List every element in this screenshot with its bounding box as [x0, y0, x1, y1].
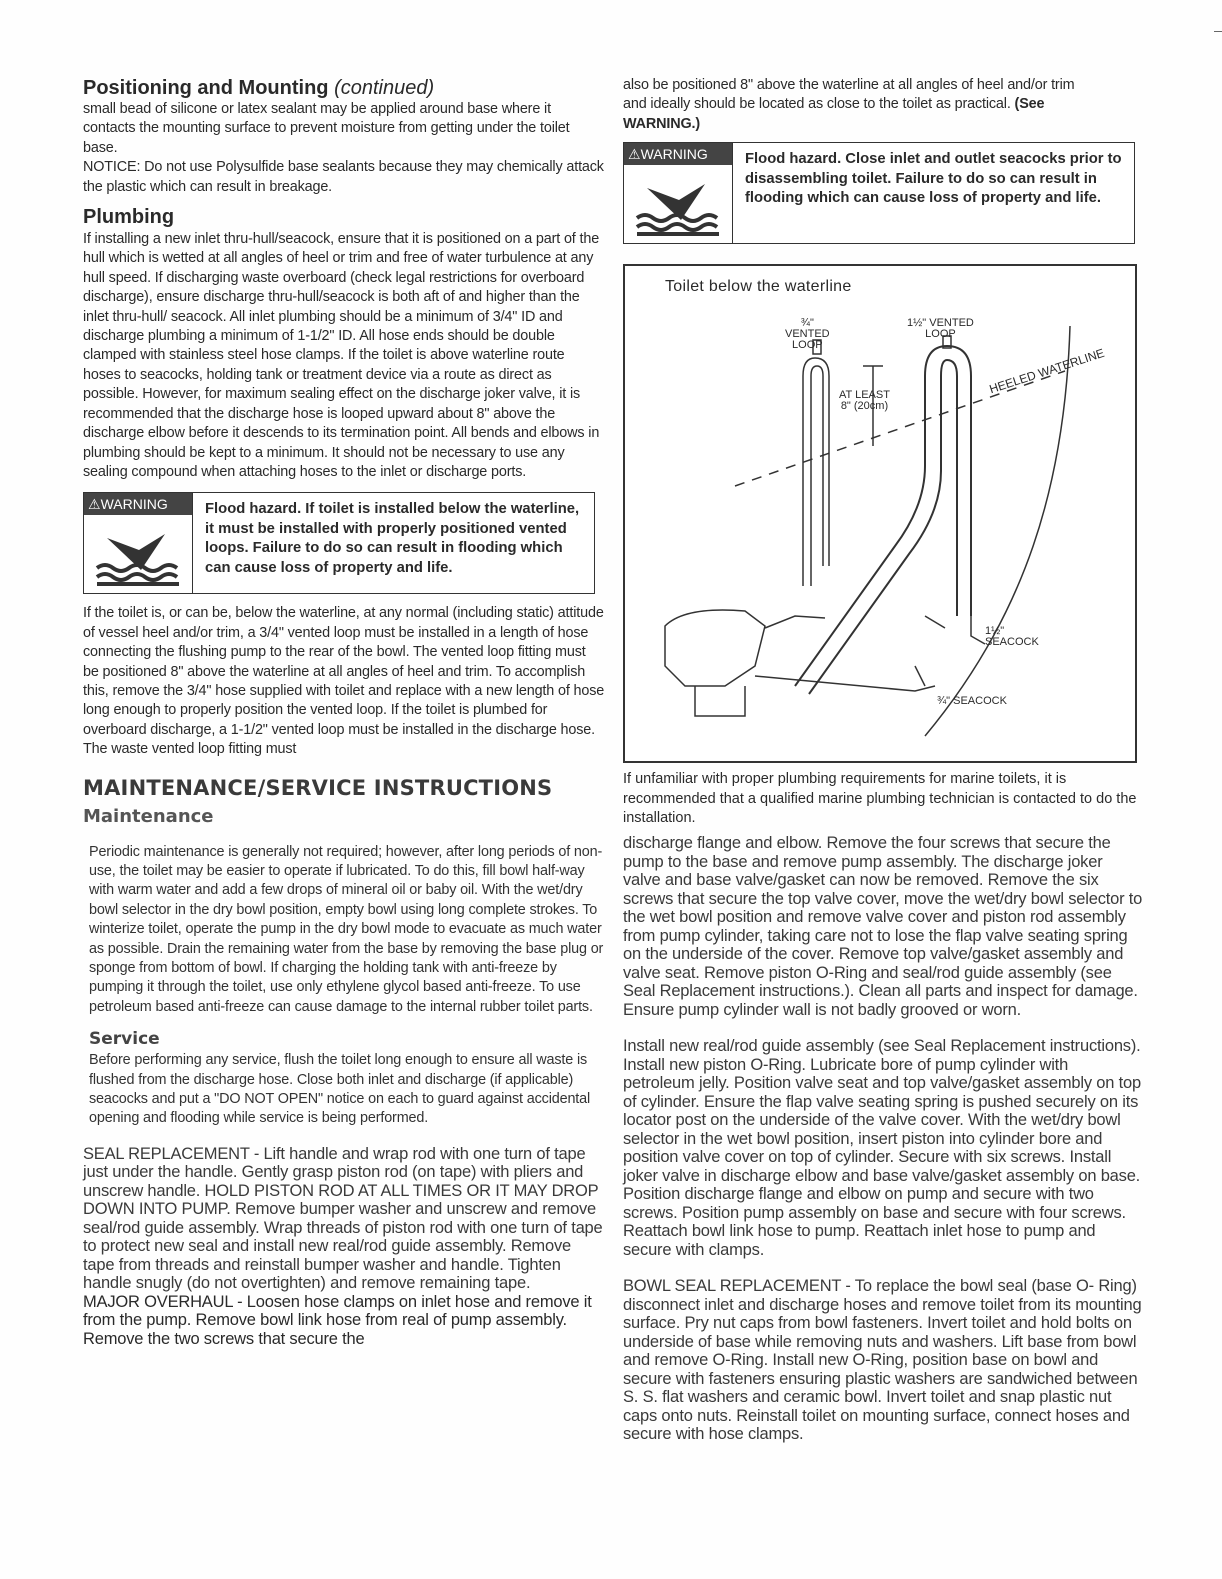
warning-message: Flood hazard. If toilet is installed below the waterline, it must be installed with properly positioned vented loops. Failure to do so can result in flooding which can cause loss of property and life.: [205, 501, 580, 576]
warning-box-seacocks: [623, 142, 1135, 244]
maintenance-subheading: Maintenance: [83, 805, 214, 827]
vented-loop-continued-paragraph: [623, 76, 1093, 134]
large-seacock-size: 1½": [985, 625, 1005, 638]
small-loop-vented: VENTED: [785, 328, 830, 341]
major-overhaul-paragraph: MAJOR OVERHAUL - Loosen hose clamps on inlet hose and remove it from the pump. Remove bowl link hose from real of pump assembly. Remove the two screws that secure the: [83, 1292, 592, 1348]
notice-paragraph: NOTICE: Do not use Polysulfide base sealants because they may chemically attack the plastic which can result in breakage.: [83, 159, 604, 195]
maintenance-paragraph: Periodic maintenance is generally not required; however, after long periods of non-use, the toilet may be easier to operate if lubricated. To do this, fill bowl half-way with warm water and add a few drops of mineral oil or baby oil. With the wet/dry bowl selector in the dry bowl position, empty bowl using long complete strokes. To winterize toilet, operate the pump in the dry bowl mode to evacuate as much water as possible. Drain the remaining water from the base by removing the base plug or sponge from bottom of bowl. If charging the holding tank with anti-freeze by pumping it through the toilet, use only ethylene glycol based anti-freeze. To use petroleum based anti-freeze can cause damage to the internal rubber toilet parts.: [89, 843, 604, 1015]
right-column: [623, 76, 1143, 1444]
small-loop-word: LOOP: [792, 339, 823, 352]
small-loop-size: ¾": [800, 317, 814, 330]
heeled-waterline-label: HEELED WATERLINE: [987, 346, 1107, 397]
warning-symbol-panel: [84, 493, 193, 593]
warning-triangle-icon: ⚠: [628, 146, 641, 163]
warning-symbol-panel: [624, 143, 733, 243]
positioning-heading-suffix: (continued): [334, 77, 435, 99]
large-loop-label: [907, 318, 974, 340]
service-paragraph: Before performing any service, flush the toilet long enough to ensure all waste is flushed from the discharge hose. Close both inlet and discharge (if applicable) seacocks and put a "DO NOT OPEN" notice on each to guard against accidental opening and flooding while service is being performed.: [89, 1052, 591, 1127]
at-least-measure: 8" (20cm): [840, 400, 889, 413]
warning-tag: [624, 143, 732, 165]
plumbing-heading: Plumbing: [83, 206, 175, 229]
small-loop-label: [785, 318, 830, 351]
vented-loop-continued-text: also be positioned 8" above the waterline at all angles of heel and/or trim and ideally should be located as close to the toilet as practical.: [623, 77, 1075, 113]
see-warning-reference: (See WARNING.): [623, 96, 1045, 132]
positioning-heading-text: Positioning and Mounting: [83, 77, 329, 99]
seacock-handle-1: [925, 616, 945, 628]
large-seacock-word: SEACOCK: [985, 636, 1039, 649]
toilet-base: [695, 686, 745, 716]
service-subheading: Service: [89, 1029, 160, 1050]
plumbing-diagram: [625, 266, 1135, 761]
toilet-waterline-figure: [623, 264, 1137, 763]
small-vented-loop: [803, 358, 829, 586]
figure-caption: If unfamiliar with proper plumbing requirements for marine toilets, it is recommended that a qualified marine plumbing technician is contacted to do the installation.: [623, 771, 1137, 827]
discharge-flange-paragraph: discharge flange and elbow. Remove the four screws that secure the pump to the base and remove pump assembly. The discharge joker valve and base valve/gasket can now be removed. Remove the six screws that secure the top valve cover, move the wet/dry bowl selector to the wet bowl position and remove valve cover and piston rod assembly from pump cylinder, taking care not to lose the flap valve seating spring on the underside of the cover. Remove top valve/gasket assembly and valve seat. Remove piston O-Ring and seal/rod guide assembly (see Seal Replacement instructions.). Clean all parts and inspect for damage. Ensure pump cylinder wall is not badly grooved or worn.: [623, 834, 1143, 1019]
discharge-hose: [795, 376, 925, 686]
at-least-label: [839, 390, 890, 412]
warning-message: Flood hazard. Close inlet and outlet seacocks prior to disassembling toilet. Failure to do so can result in flooding which can cause loss of property and life.: [745, 151, 1122, 207]
warning-triangle-icon: ⚠: [88, 496, 101, 513]
small-seacock-label: ¾" SEACOCK: [937, 695, 1007, 708]
inlet-hose: [755, 676, 935, 691]
discharge-to-seacock: [971, 616, 985, 644]
large-vented-loop-inner: [941, 360, 957, 616]
small-vented-loop-inner: [811, 366, 823, 586]
seacock-handle-2: [915, 666, 925, 686]
page-corner-mark: [1214, 31, 1222, 32]
positioning-heading: [83, 76, 605, 100]
warning-tag-label: WARNING: [640, 146, 708, 163]
maintenance-service-heading: MAINTENANCE/SERVICE INSTRUCTIONS: [83, 775, 553, 800]
at-least-text: AT LEAST: [839, 389, 890, 402]
figure-title: Toilet below the waterline: [665, 278, 852, 296]
sinking-boat-icon: [84, 515, 192, 593]
left-column: [83, 76, 605, 1348]
install-paragraph: Install new real/rod guide assembly (see Seal Replacement instructions). Install new piston O-Ring. Lubricate bore of pump cylinder with petroleum jelly. Position valve seat and top valve/gasket assembly on top of cylinder. Ensure the flap valve seating spring is pushed securely on its locator post on the underside of the valve cover. With the wet/dry bowl selector in the wet bowl position, insert piston into cylinder bore and position valve cover on top of cylinder. Secure with six screws. Install joker valve in discharge elbow and base valve/gasket assembly on base. Position discharge flange and elbow on pump and secure with two screws. Position pump assembly on base and secure with four screws. Reattach bowl link hose to pump. Reattach inlet hose to pump and secure with clamps.: [623, 1037, 1141, 1259]
warning-tag: [84, 493, 192, 515]
vented-loop-paragraph: If the toilet is, or can be, below the waterline, at any normal (including static) attitude of vessel heel and/or trim, a 3/4" vented loop must be installed in a length of hose connecting the flushing pump to the rear of the bowl. The vented loop fitting must be positioned 8" above the waterline at all angles of heel and trim. To accomplish this, remove the 3/4" hose supplied with toilet and replace with a new length of hose long enough to properly position the vented loop. If the toilet is plumbed for overboard discharge, a 1-1/2" vented loop must be installed in the discharge hose. The waste vented loop fitting must: [83, 605, 605, 758]
warning-tag-label: WARNING: [100, 496, 168, 513]
large-vented-loop: [925, 346, 971, 616]
large-loop-word: LOOP: [925, 328, 956, 341]
bowl-seal-paragraph: BOWL SEAL REPLACEMENT - To replace the bowl seal (base O- Ring) disconnect inlet and discharge hoses and remove toilet from its mounting surface. Pry nut caps from bowl fasteners. Invert toilet and hold bolts on underside of base while removing nuts and washers. Lift base from bowl and remove O-Ring. Install new O-Ring, position base on bowl and secure with fasteners ensuring plastic washers are sandwiched between S. S. flat washers and ceramic bowl. Invert toilet and snap plastic nut caps onto nuts. Reinstall toilet on mounting surface, connect hoses and secure with hose clamps.: [623, 1277, 1142, 1444]
large-seacock-label: [985, 626, 1039, 648]
sinking-boat-icon: [624, 165, 732, 243]
toilet-bowl: [665, 610, 765, 686]
toilet-pump: [765, 616, 825, 628]
positioning-paragraph-1: small bead of silicone or latex sealant may be applied around base where it contacts the mounting surface to prevent moisture from getting under the toilet base.: [83, 101, 570, 156]
large-loop-size: 1½" VENTED: [907, 317, 974, 330]
seal-replacement-paragraph: SEAL REPLACEMENT - Lift handle and wrap rod with one turn of tape just under the handle. Gently grasp piston rod (on tape) with pliers and unscrew handle. HOLD PISTON ROD AT ALL TIMES OR IT MAY DROP DOWN INTO PUMP. Remove bumper washer and unscrew and remove seal/rod guide assembly. Wrap threads of piston rod with one turn of tape to protect new seal and install new real/rod guide assembly. Remove tape from threads and reinstall bumper washer and handle. Tighten handle snugly (do not overtighten) and remove remaining tape.: [83, 1144, 603, 1293]
warning-box-flood-waterline: [83, 492, 595, 594]
plumbing-paragraph: If installing a new inlet thru-hull/seacock, ensure that it is positioned on a part of the hull which is wetted at all angles of heel or trim and free of water turbulence at any hull speed. If discharging waste overboard (check legal restrictions for overboard discharge), ensure discharge thru-hull/seacock is both aft of and higher than the inlet thru-hull/ seacock. All inlet plumbing should be a minimum of 3/4" ID and discharge plumbing a minimum of 1-1/2" ID. All hose ends should be double clamped with stainless steel hose clamps. If the toilet is above waterline route hoses to seacocks, holding tank or treatment device via a route as direct as possible. However, for maximum sealing effect on the discharge joker valve, it is recommended that the discharge hose is looped upward about 8" above the discharge elbow before it descends to its termination point. All bends and elbows in plumbing should be kept to a minimum. It should not be necessary to use any sealing compound when attaching hoses to the inlet or discharge ports.: [83, 231, 600, 480]
